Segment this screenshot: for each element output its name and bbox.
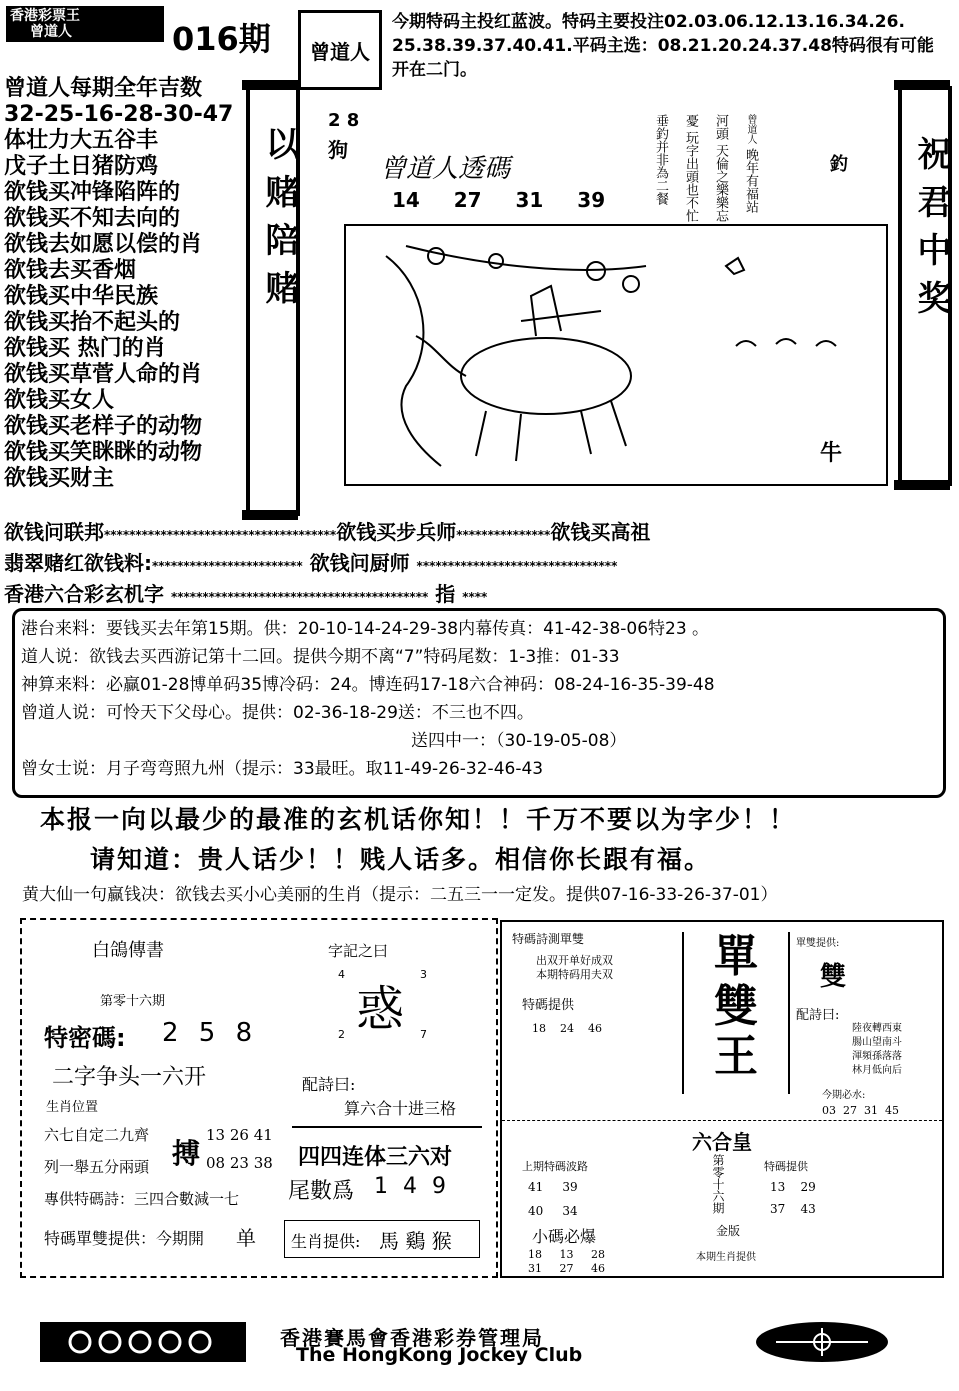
info-line: 送四中一：（30-19-05-08）	[411, 731, 627, 751]
sqtm-label: 上期特碼波路	[522, 1160, 588, 1173]
issue-box: 第零十六期	[711, 1154, 725, 1214]
info-line: 神算来料：必赢01-28博单码35博冷码：24。博连码17-18六合神码：08-24-16-35-39-48	[21, 675, 715, 695]
seal-text: 曾道人	[310, 39, 370, 64]
sqtm-row: 41 39	[528, 1180, 578, 1194]
zodiac-ox: 牛	[820, 441, 843, 466]
left-line: 戊子土日猪防鸡	[4, 154, 159, 179]
left-line: 欲钱买笑眯眯的动物	[4, 440, 203, 465]
tema-label: 特碼提供	[522, 998, 575, 1013]
tmtg-row: 13 29	[770, 1180, 816, 1194]
panel-title: 白鴿傳書	[92, 940, 164, 961]
shrubs	[736, 339, 836, 346]
mid-line-3	[4, 580, 954, 611]
left-line: 体壮力大五谷丰	[4, 128, 159, 153]
ox-legs	[476, 401, 626, 461]
left-line: 欲钱买不知去向的	[4, 206, 181, 231]
info-box	[12, 608, 946, 798]
mid-line-1	[4, 518, 954, 549]
header-text	[392, 10, 957, 82]
xmbb-row: 18 13 28	[528, 1248, 605, 1261]
sub-line: 六七自定二九齊	[44, 1126, 150, 1144]
poem-line: 天倫之樂樂忘憂	[683, 114, 728, 223]
tail-value: 1 4 9	[374, 1174, 450, 1199]
phrase-line: 二字争头一六开	[52, 1065, 207, 1090]
rider-ox-drawing	[346, 226, 886, 484]
illustration-area	[300, 86, 892, 516]
bo-char: 搏	[172, 1137, 201, 1170]
right-poem-line: 林月低向后	[852, 1065, 902, 1076]
scroll-bottom-rod	[894, 480, 950, 490]
sub-line: 列一舉五分兩頭	[44, 1158, 150, 1176]
info-lines	[15, 611, 943, 787]
ox-body	[461, 338, 631, 414]
tree-branch	[386, 256, 441, 466]
tail-label: 尾數爲	[288, 1179, 355, 1204]
mid-text: 指	[435, 582, 456, 606]
sisi-line: 四四连体三六对	[298, 1145, 453, 1170]
jqbs-numbers: 03 27 31 45	[822, 1104, 899, 1117]
panel-issue: 第零十六期	[100, 994, 166, 1009]
big-character: 惑	[356, 981, 405, 1037]
slogan-line1: 本报一向以最少的最准的玄机话你知！！千万不要以为字少！！	[40, 805, 797, 834]
header-line1: 今期特码主投红蓝波。特码主要投注02.03.06.12.13.16.34.26.	[392, 12, 905, 32]
special-code-label: 特密碼:	[44, 1024, 126, 1052]
mid-text: 欲钱问厨师	[309, 551, 410, 575]
illustration-frame	[344, 224, 888, 486]
info-line: 曾女士说：月子弯弯照九州（提示：33最旺。取11-49-26-32-46-43	[21, 759, 544, 779]
right-poem-line: 陸夜轉西東	[852, 1023, 902, 1034]
left-line: 欲钱去买香烟	[4, 258, 137, 283]
dsw-char: 雙	[714, 981, 758, 1032]
huang-line: 黄大仙一句赢钱决：欲钱去买小心美丽的生肖（提示：二五三一一定发。提供07-16-33-26-37-01）	[22, 885, 778, 905]
poem-special: 專供特碼詩：三四合數減一七	[44, 1190, 240, 1208]
single-label: 特碼單雙提供：今期開	[44, 1229, 205, 1248]
mid-text: 香港六合彩玄机字	[4, 582, 164, 606]
divider	[502, 1120, 942, 1121]
scroll-top-rod	[242, 80, 298, 90]
star-filler: *****************************************	[170, 590, 429, 604]
zodiac-box	[284, 1220, 480, 1258]
corner-num: 2	[338, 1028, 345, 1041]
flower	[428, 248, 444, 264]
mid-line-2	[4, 549, 954, 580]
poem-line: 垂釣并非為二餐	[653, 114, 668, 205]
corner-num: 3	[420, 968, 427, 981]
danshuang-panel	[500, 920, 944, 1278]
right-scroll-text: 祝君中奖	[911, 136, 951, 328]
divider	[292, 1126, 482, 1128]
footer-right-emblem	[756, 1322, 888, 1362]
xmbb-row: 31 27 46	[528, 1262, 605, 1275]
zi-title: 字記之曰	[328, 942, 389, 960]
info-line: 港台来料：要钱买去年第15期。供：20-10-14-24-29-38内幕传真：41-42-38-06特23 。	[21, 619, 710, 639]
illustration-numbers: 14 27 31 39	[392, 188, 606, 212]
star-filler: ****	[462, 590, 488, 604]
single-value: 单	[236, 1226, 256, 1250]
footer-cn: 香港賽馬會香港彩券管理局	[280, 1326, 544, 1350]
corner-num: 4	[338, 968, 345, 981]
peishi-label: 配詩曰:	[796, 1008, 840, 1023]
sdtg-label: 單雙提供:	[796, 938, 840, 949]
right-line: 出双开单好成双	[536, 954, 613, 967]
tmtg-label: 特碼提供	[764, 1160, 808, 1173]
illustration-title: 曾道人透碼	[380, 154, 511, 184]
zodiac-dog: 狗	[328, 138, 348, 162]
logo-line2: 曾道人	[30, 24, 72, 40]
logo-line1: 香港彩票王	[10, 8, 80, 24]
dsw-char: 單	[714, 931, 758, 982]
jinban-label: 金版	[716, 1224, 741, 1238]
left-line: 欲钱买 热门的肖	[4, 336, 166, 361]
jqbs-label: 今期必水:	[822, 1090, 866, 1101]
right-poem-line: 渾頻孫落落	[852, 1051, 902, 1062]
tema-numbers: 18 24 46	[532, 1022, 602, 1035]
left-line: 欲钱买冲锋陷阵的	[4, 180, 181, 205]
seal-stamp	[298, 10, 382, 90]
star-filler: ********************************	[416, 559, 618, 573]
tmtg-row: 37 43	[770, 1202, 816, 1216]
mid-text: 欲钱买步兵师	[336, 520, 457, 544]
footer-en: The HongKong Jockey Club	[296, 1344, 583, 1366]
left-line: 曾道人每期全年吉数	[4, 76, 203, 101]
zodiac-label: 生肖提供:	[291, 1232, 361, 1251]
right-title: 特碼詩測單雙	[512, 932, 585, 946]
baige-panel	[20, 918, 498, 1278]
flower	[587, 262, 605, 280]
right-scroll	[898, 86, 952, 486]
left-line: 欲钱买财主	[4, 466, 115, 491]
star-filler: ************************	[152, 559, 303, 573]
info-line: 曾道人说：可怜天下父母心。提供：02-36-18-29送：不三也不四。	[21, 703, 534, 723]
emblem-icon	[756, 1322, 888, 1362]
number-28: 2 8	[328, 110, 360, 131]
dsw-column	[682, 932, 790, 1094]
header-line2: 25.38.39.37.40.41.平码主选：08.21.20.24.37.48特码很有可能	[392, 36, 934, 56]
poem-block	[645, 114, 765, 224]
fishing-char: 釣	[830, 154, 848, 175]
bo-row: 08 23 38	[206, 1154, 273, 1172]
bird	[726, 258, 744, 274]
slogan-line2: 请知道：贵人话少！！贱人话多。相信你长跟有福。	[90, 845, 712, 874]
footer-left-ornament	[40, 1322, 246, 1362]
mid-lines	[4, 518, 954, 611]
bo-row: 13 26 41	[206, 1126, 273, 1144]
star-filler: *************************************	[104, 528, 337, 542]
flower	[623, 276, 639, 292]
xmbb-label: 小碼必爆	[532, 1227, 597, 1246]
left-line: 欲钱买草菅人命的肖	[4, 362, 203, 387]
left-scroll	[246, 86, 300, 516]
right-poem-line: 腸山望南斗	[852, 1037, 902, 1048]
left-line: 32-25-16-28-30-47	[4, 102, 234, 127]
left-line: 欲钱买中华民族	[4, 284, 159, 309]
newspaper-logo	[6, 6, 164, 42]
zodiac-value: 馬 鷄 猴	[379, 1229, 452, 1253]
rider	[531, 286, 561, 336]
corner-num: 7	[420, 1028, 427, 1041]
left-line: 欲钱买女人	[4, 388, 115, 413]
poem-sign: 曾道人	[745, 114, 756, 144]
lhh-title: 六合皇	[692, 1130, 752, 1154]
poem-line: 晚年有福站河頭	[713, 114, 758, 214]
poem-line: 玩字出頭也不忙	[683, 131, 698, 223]
star-filler: ***************	[456, 528, 551, 542]
right-poem	[852, 1022, 902, 1078]
poem-label: 配詩曰:	[302, 1075, 356, 1094]
left-scroll-text: 以赌陪赌	[259, 126, 299, 318]
flower	[489, 254, 503, 268]
mid-text: 欲钱买高祖	[550, 520, 651, 544]
bqsx-label: 本期生肖提供	[696, 1252, 756, 1263]
info-line: 道人说：欲钱去买西游记第十二回。提供今期不离“7”特码尾数：1-3推：01-33	[21, 647, 620, 667]
sub-title: 生肖位置	[46, 1100, 99, 1115]
scroll-top-rod	[894, 80, 950, 90]
dsw-char: 王	[714, 1031, 758, 1082]
mid-text: 欲钱问联邦	[4, 520, 104, 544]
issue-number: 016期	[172, 20, 271, 58]
ornament-icon	[40, 1322, 246, 1362]
special-code-numbers: 2 5 8	[162, 1018, 259, 1048]
header-line3: 开在二门。	[392, 60, 477, 80]
mid-text: 翡翠赌红欲钱料:	[4, 551, 152, 575]
sqtm-row: 40 34	[528, 1204, 578, 1218]
left-line: 欲钱买老样子的动物	[4, 414, 203, 439]
poem-text: 算六合十进三格	[344, 1099, 457, 1118]
left-line: 欲钱买抬不起头的	[4, 310, 181, 335]
left-line: 欲钱去如愿以偿的肖	[4, 232, 203, 257]
left-riddle-column	[4, 76, 244, 492]
shuang-char: 雙	[820, 962, 847, 992]
right-line: 本期特码用夫双	[536, 968, 613, 981]
